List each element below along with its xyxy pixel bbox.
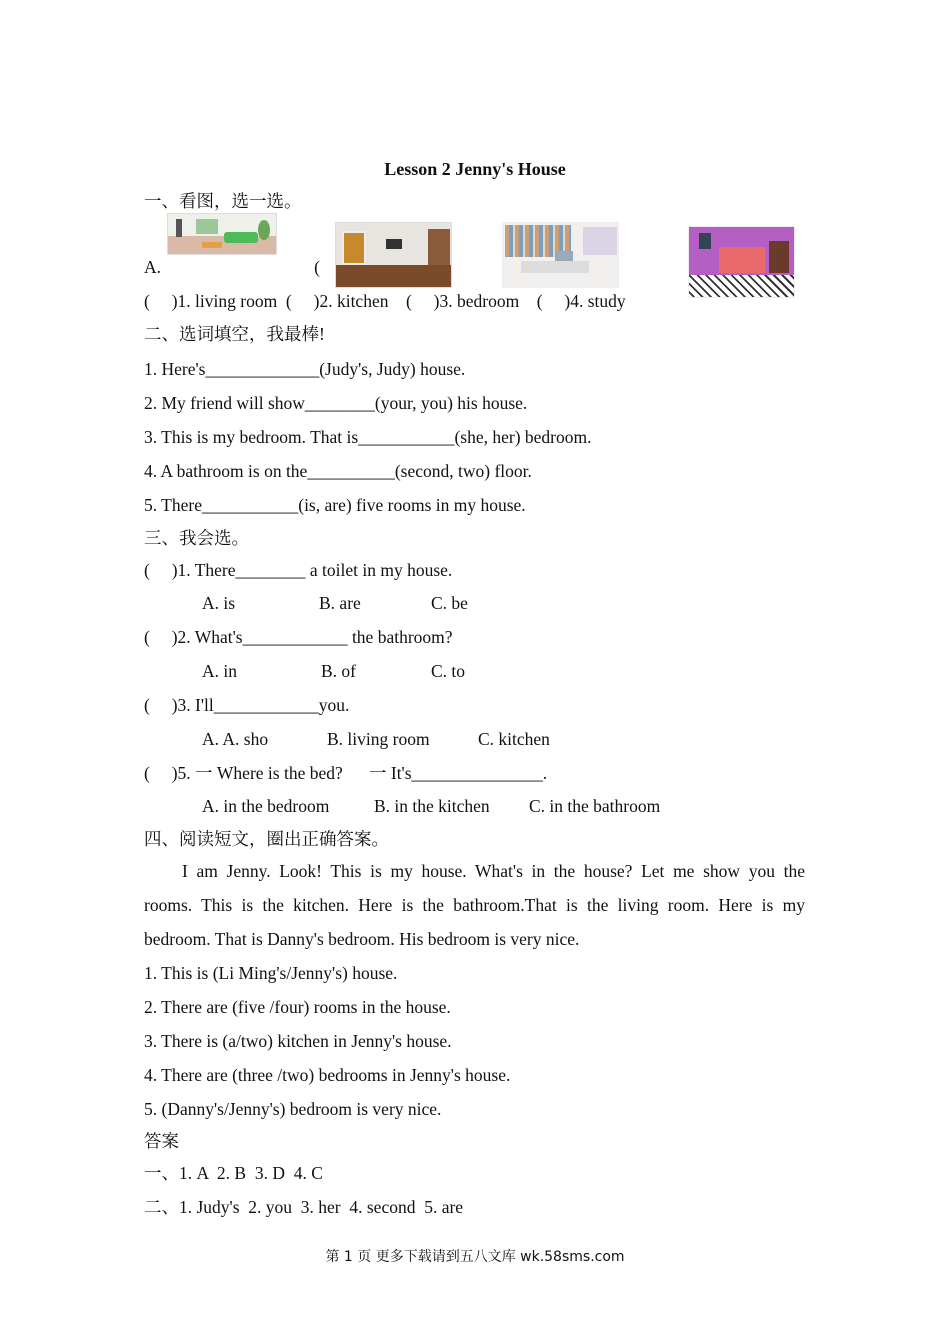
option-a: A. A. sho <box>202 729 269 749</box>
reading-question-4: 4. There are (three /two) bedrooms in Jenny's house. <box>144 1065 511 1085</box>
fill-question-3: 3. This is my bedroom. That is___________(she, her) bedroom. <box>144 427 592 447</box>
page-footer: 第 1 页 更多下载请到五八文库 wk.58sms.com <box>325 1249 625 1265</box>
fill-question-2: 2. My friend will show________(your, you) his house. <box>144 393 528 413</box>
option-a: A. in the bedroom <box>202 796 330 816</box>
section-2-heading: 二、选词填空，我最棒! <box>144 324 325 344</box>
section-3-heading: 三、我会选。 <box>144 528 249 548</box>
reading-question-5: 5. (Danny's/Jenny's) bedroom is very nice. <box>144 1099 442 1119</box>
living-room-picture <box>167 213 277 255</box>
section-1-items: ( )1. living room ( )2. kitchen ( )3. bedroom ( )4. study <box>144 291 626 311</box>
kitchen-picture <box>335 222 452 288</box>
answers-heading: 答案 <box>144 1131 179 1151</box>
option-b: B. are <box>319 593 361 613</box>
study-picture <box>502 222 619 288</box>
option-a: A. in <box>202 661 237 681</box>
passage-line-1: I am Jenny. Look! This is my house. What's in the house? Let me show you the <box>182 861 805 881</box>
choice-question-5: ( )5. 一 Where is the bed? 一 It's_______________. <box>144 763 548 783</box>
reading-question-2: 2. There are (five /four) rooms in the house. <box>144 997 451 1017</box>
option-c: C. kitchen <box>478 729 550 749</box>
section-4-heading: 四、阅读短文，圈出正确答案。 <box>144 829 389 849</box>
option-b: B. living room <box>327 729 430 749</box>
choice-question-1: ( )1. There________ a toilet in my house. <box>144 560 453 580</box>
section-1-heading: 一、看图，选一选。 <box>144 191 302 211</box>
option-a: A. is <box>202 593 236 613</box>
option-c: C. be <box>431 593 468 613</box>
page-title: Lesson 2 Jenny's House <box>384 159 566 179</box>
fill-question-5: 5. There___________(is, are) five rooms in my house. <box>144 495 526 515</box>
bedroom-picture <box>688 226 795 298</box>
passage-line-3: bedroom. That is Danny's bedroom. His bedroom is very nice. <box>144 929 580 949</box>
section-1-label-row: A. ( <box>144 257 320 277</box>
fill-question-1: 1. Here's_____________(Judy's, Judy) house. <box>144 359 466 379</box>
option-b: B. in the kitchen <box>374 796 490 816</box>
option-c: C. to <box>431 661 466 681</box>
reading-question-3: 3. There is (a/two) kitchen in Jenny's house. <box>144 1031 452 1051</box>
reading-question-1: 1. This is (Li Ming's/Jenny's) house. <box>144 963 398 983</box>
option-b: B. of <box>321 661 356 681</box>
answers-section-2: 二、1. Judy's 2. you 3. her 4. second 5. are <box>144 1197 464 1217</box>
passage-line-2: rooms. This is the kitchen. Here is the bathroom.That is the living room. Here is my <box>144 895 805 915</box>
answers-section-1: 一、1. A 2. B 3. D 4. C <box>144 1163 323 1183</box>
fill-question-4: 4. A bathroom is on the__________(second, two) floor. <box>144 461 532 481</box>
option-c: C. in the bathroom <box>529 796 661 816</box>
choice-question-3: ( )3. I'll____________you. <box>144 695 350 715</box>
choice-question-2: ( )2. What's____________ the bathroom? <box>144 627 453 647</box>
